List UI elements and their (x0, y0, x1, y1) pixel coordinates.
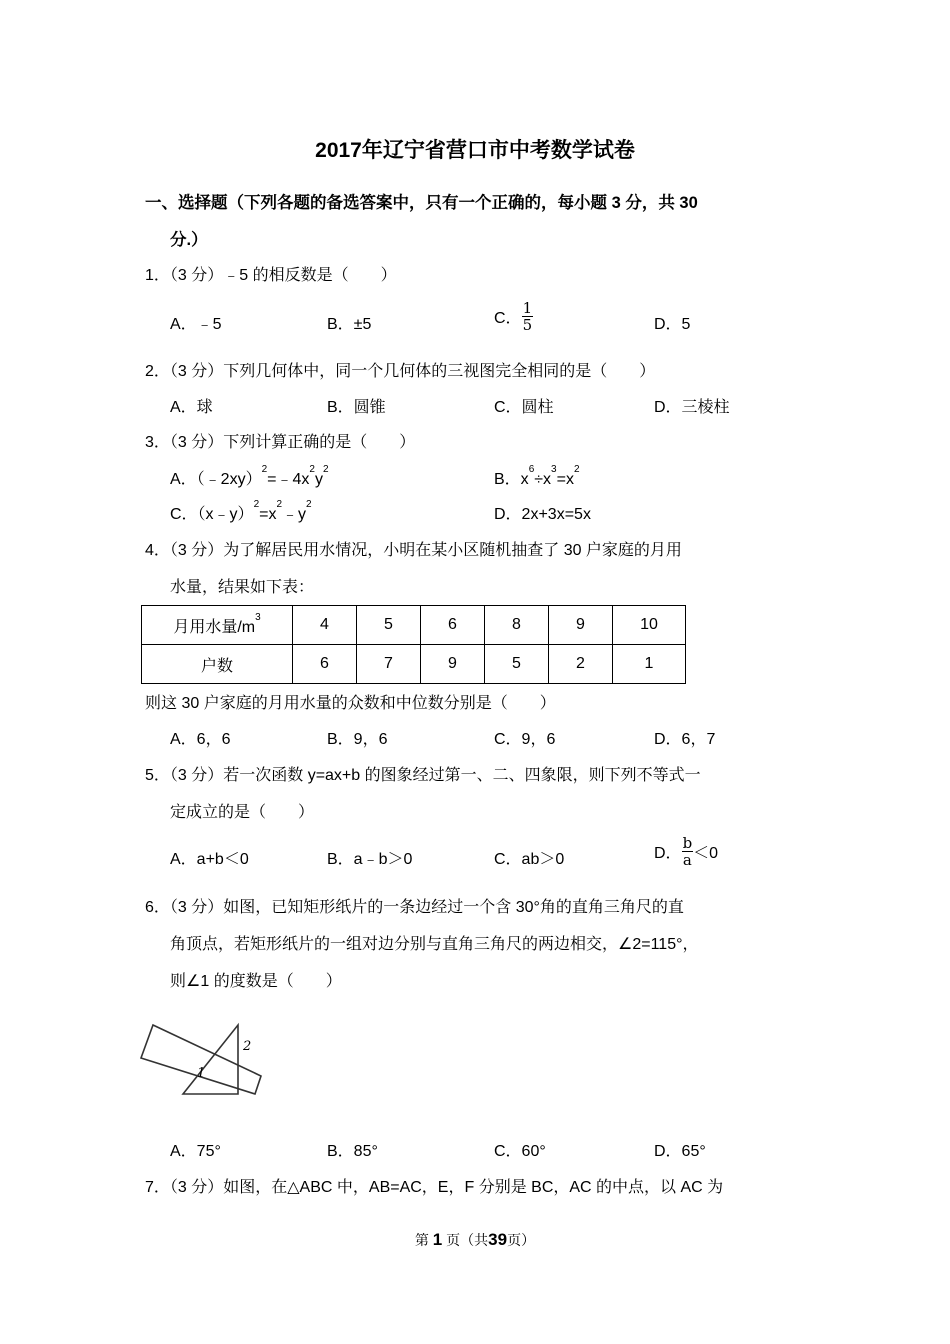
q2-option-b: B．圆锥 (327, 399, 386, 416)
q5-option-d (654, 835, 718, 868)
question-5-stem-line1: 5．（3 分）若一次函数 y=ax+b 的图象经过第一、二、四象限，则下列不等式一 (145, 767, 701, 784)
table-cell: 6 (293, 645, 357, 684)
q3-c-sup1: 2 (253, 499, 260, 510)
water-usage-table (141, 605, 686, 684)
table-cell: 9 (549, 606, 613, 645)
q5-option-d-tail: ＜0 (693, 845, 719, 862)
table-cell: 5 (485, 645, 549, 684)
q1-option-c-label: C． (494, 310, 522, 327)
q1-option-a: A．﹣5 (170, 316, 222, 333)
q6-option-b: B．85° (327, 1143, 378, 1160)
footer-total-pages: 39 (488, 1230, 508, 1249)
q1-c-numerator: 1 (522, 299, 533, 317)
q3-a-mid2: y (314, 471, 323, 488)
page-footer (0, 1230, 950, 1250)
question-1-stem: 1．（3 分）﹣5 的相反数是（ ） (145, 267, 397, 284)
question-6-stem-line2: 角顶点，若矩形纸片的一组对边分别与直角三角尺的两边相交，∠2=115°， (170, 936, 699, 953)
footer-post: 页） (507, 1232, 536, 1248)
q3-b-sup3: 2 (573, 464, 580, 475)
q3-b-mid: ÷x (534, 471, 552, 488)
section-heading-line2: 分.） (170, 231, 208, 249)
table-cell: 4 (293, 606, 357, 645)
q2-option-a: A．球 (170, 399, 213, 416)
angle-1-label: 1 (197, 1066, 206, 1081)
question-7-stem-line1: 7．（3 分）如图，在△ABC 中，AB=AC，E，F 分别是 BC，AC 的中点，以 AC 为 (145, 1179, 724, 1196)
q6-option-a: A．75° (170, 1143, 221, 1160)
question-2-stem: 2．（3 分）下列几何体中，同一个几何体的三视图完全相同的是（ ） (145, 363, 656, 380)
q5-d-numerator: b (682, 834, 693, 852)
q3-c-text: C．（x﹣y） (170, 506, 254, 523)
table-cell: 9 (421, 645, 485, 684)
q3-b-mid2: =x (556, 471, 574, 488)
table-header-cell: 户数 (142, 645, 293, 684)
table-cell: 2 (549, 645, 613, 684)
table-cell: 8 (485, 606, 549, 645)
rectangle-paper (141, 1025, 261, 1094)
footer-pre: 第 (414, 1232, 429, 1248)
q6-option-c: C．60° (494, 1143, 546, 1160)
table-cell: 1 (613, 645, 686, 684)
page-title: 2017年辽宁省营口市中考数学试卷 (315, 139, 635, 162)
q3-a-mid: =﹣4x (267, 471, 310, 488)
footer-page-number: 1 (432, 1230, 443, 1249)
q4-option-c: C．9，6 (494, 731, 556, 748)
table-cell: 5 (357, 606, 421, 645)
q4-option-a: A．6，6 (170, 731, 231, 748)
q5-option-d-label: D． (654, 845, 682, 862)
table-header-sup: 3 (255, 611, 261, 623)
q6-option-d: D．65° (654, 1143, 706, 1160)
question-4-after-table: 则这 30 户家庭的月用水量的众数和中位数分别是（ ） (145, 695, 556, 712)
angle-2-label: 2 (243, 1039, 252, 1054)
q3-c-mid2: ﹣y (282, 506, 307, 523)
question-4-stem-line1: 4．（3 分）为了解居民用水情况，小明在某小区随机抽查了 30 户家庭的月用 (145, 542, 682, 559)
q6-figure (135, 1020, 280, 1100)
section-heading-line1: 一、选择题（下列各题的备选答案中，只有一个正确的，每小题 3 分，共 30 (145, 194, 698, 212)
q5-option-b: B．a﹣b＞0 (327, 851, 413, 868)
q1-option-c-fraction (522, 300, 534, 333)
question-5-stem-line2: 定成立的是（ ） (170, 804, 315, 821)
q3-a-sup2: 2 (309, 464, 315, 475)
q2-option-c: C．圆柱 (494, 399, 554, 416)
table-cell: 10 (613, 606, 686, 645)
table-row (142, 606, 686, 645)
q3-b-sup2: 3 (551, 464, 557, 475)
q3-option-d: D．2x+3x=5x (494, 506, 591, 523)
q5-d-denominator: a (682, 851, 692, 869)
footer-mid: 页（共 (446, 1232, 489, 1248)
q3-c-sup2: 2 (276, 499, 283, 510)
q3-b-text: B．x (494, 471, 529, 488)
table-header-cell (142, 606, 293, 645)
q3-a-sup3: 2 (322, 464, 329, 475)
q2-option-d: D．三棱柱 (654, 399, 730, 416)
q3-a-sup1: 2 (261, 464, 268, 475)
q4-option-d: D．6，7 (654, 731, 716, 748)
table-cell: 7 (357, 645, 421, 684)
q5-option-d-fraction (682, 835, 694, 868)
q5-option-c: C．ab＞0 (494, 851, 565, 868)
q3-option-c (170, 501, 312, 524)
question-4-stem-line2: 水量，结果如下表： (170, 579, 315, 596)
table-header-text: 月用水量/m (173, 618, 256, 636)
q1-option-b: B．±5 (327, 316, 372, 333)
q3-option-a (170, 466, 329, 489)
q1-option-d: D．5 (654, 316, 691, 333)
q1-option-c (494, 300, 533, 333)
right-triangle (183, 1025, 238, 1094)
q1-c-denominator: 5 (522, 316, 533, 334)
question-6-stem-line3: 则∠1 的度数是（ ） (170, 973, 342, 990)
table-cell: 6 (421, 606, 485, 645)
q4-option-b: B．9，6 (327, 731, 388, 748)
q3-option-b (494, 466, 580, 489)
q3-c-sup3: 2 (306, 499, 312, 510)
question-6-stem-line1: 6．（3 分）如图，已知矩形纸片的一条边经过一个含 30°角的直角三角尺的直 (145, 899, 684, 916)
q3-c-mid: =x (259, 506, 277, 523)
q3-b-sup1: 6 (528, 464, 535, 475)
question-3-stem: 3．（3 分）下列计算正确的是（ ） (145, 434, 416, 451)
q3-a-text: A．（﹣2xy） (170, 471, 262, 488)
table-row (142, 645, 686, 684)
q5-option-a: A．a+b＜0 (170, 851, 249, 868)
